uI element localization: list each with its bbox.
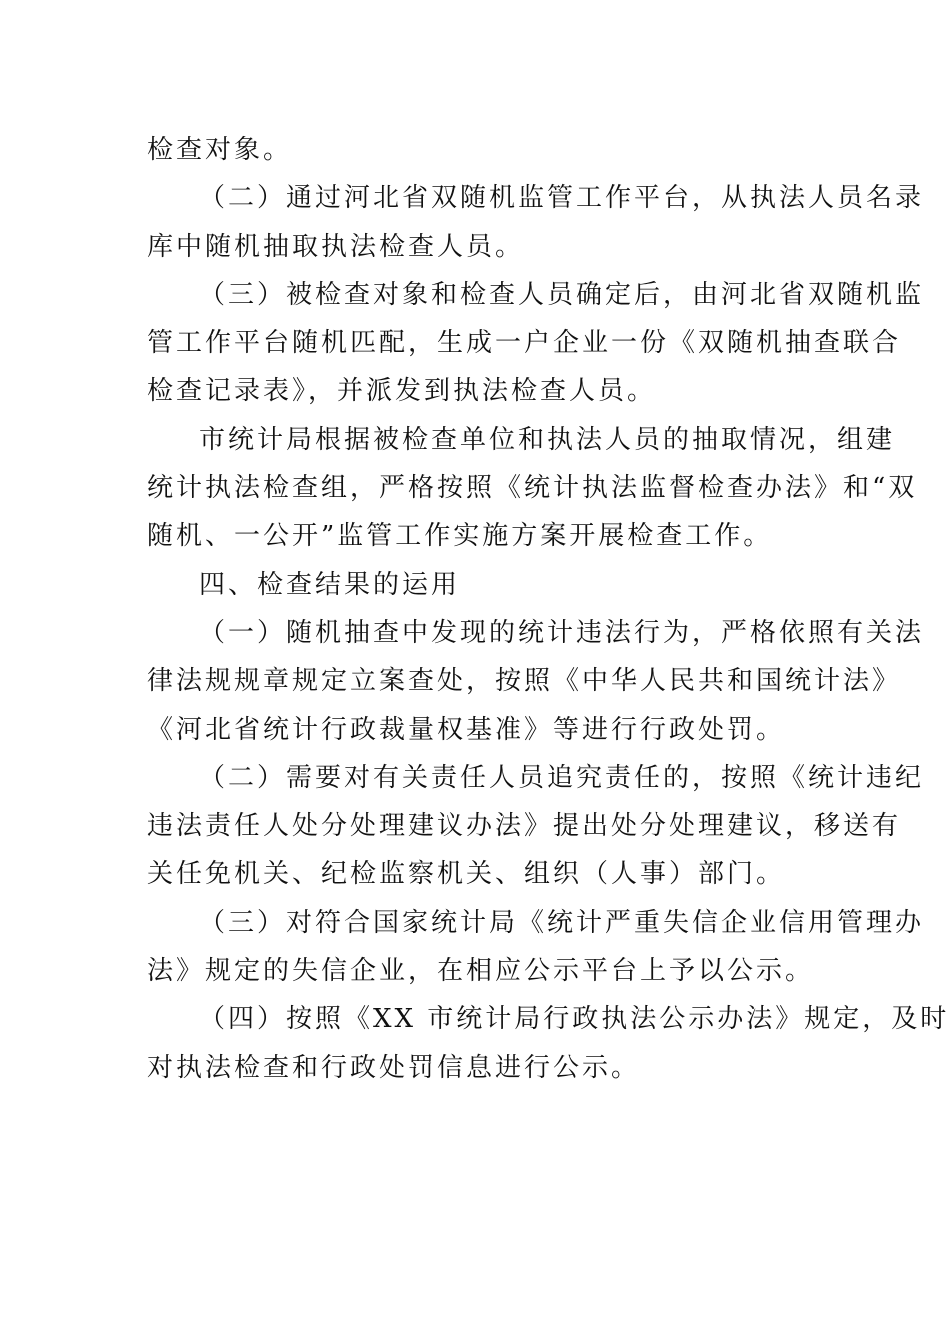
text-line: 库中随机抽取执法检查人员。	[147, 231, 525, 262]
text-line: 统计执法检查组，严格按照《统计执法监督检查办法》和“双	[147, 473, 918, 504]
text-line: 随机、一公开”监管工作实施方案开展检查工作。	[147, 521, 773, 552]
text-line: 管工作平台随机匹配，生成一户企业一份《双随机抽查联合	[147, 328, 902, 359]
text-line: 检查记录表》，并派发到执法检查人员。	[147, 376, 657, 407]
text-line: 对执法检查和行政处罚信息进行公示。	[147, 1052, 641, 1083]
text-line: 违法责任人处分处理建议办法》提出处分处理建议，移送有	[147, 811, 902, 842]
text-line: 检查对象。	[147, 135, 293, 165]
text-line: 《河北省统计行政裁量权基准》等进行行政处罚。	[147, 714, 786, 745]
text-line: （一）随机抽查中发现的统计违法行为，严格依照有关法	[199, 617, 925, 648]
text-line: 律法规规章规定立案查处，按照《中华人民共和国统计法》	[147, 666, 902, 697]
text-line: 关任免机关、纪检监察机关、组织（人事）部门。	[147, 859, 786, 890]
text-line: 法》规定的失信企业，在相应公示平台上予以公示。	[147, 956, 815, 987]
text-line: （二）需要对有关责任人员追究责任的，按照《统计违纪	[199, 762, 925, 793]
section-heading: 四、检查结果的运用	[199, 569, 461, 600]
document-body	[147, 126, 950, 1092]
text-line: （四）按照《XX 市统计局行政执法公示办法》规定，及时	[199, 1004, 950, 1035]
text-line: 市统计局根据被检查单位和执法人员的抽取情况，组建	[199, 424, 896, 455]
text-line: （三）被检查对象和检查人员确定后，由河北省双随机监	[199, 279, 925, 310]
text-line: （二）通过河北省双随机监管工作平台，从执法人员名录	[199, 183, 925, 214]
text-line: （三）对符合国家统计局《统计严重失信企业信用管理办	[199, 907, 925, 938]
